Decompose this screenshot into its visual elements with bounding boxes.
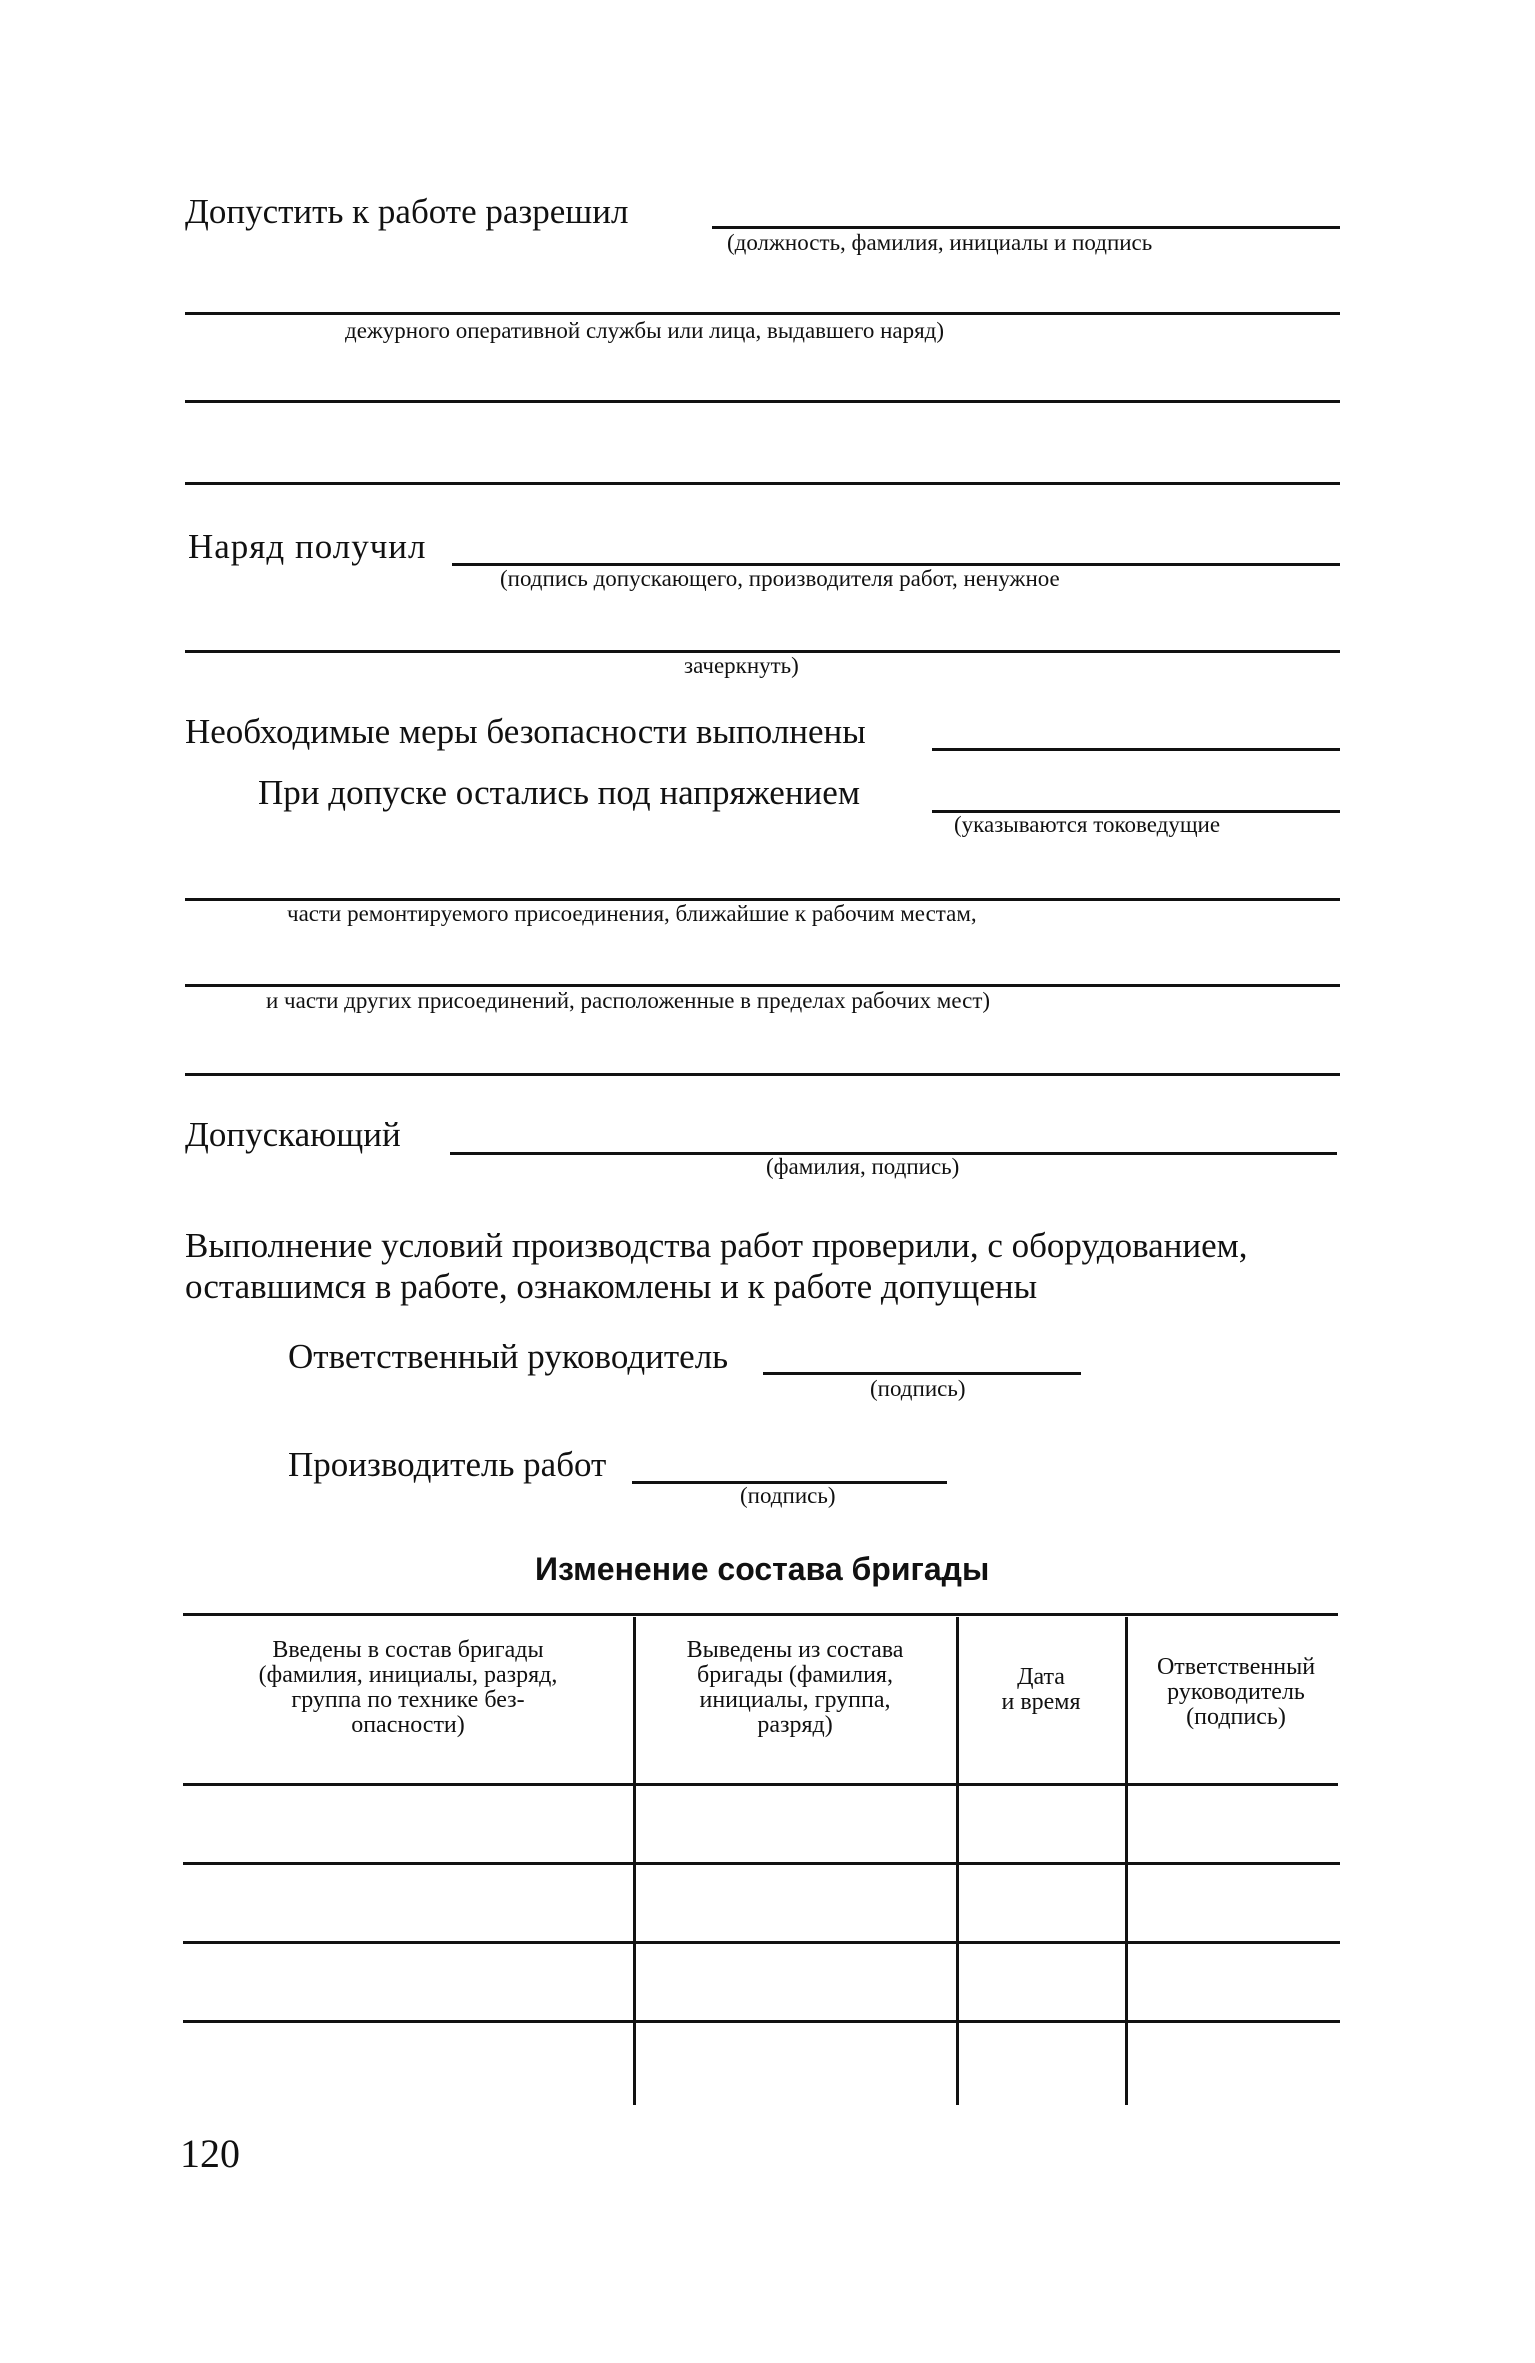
admitter-caption: (фамилия, подпись) <box>766 1154 960 1179</box>
header-added-members: Введены в состав бригады (фамилия, инициалы, разряд, группа по технике без- опасности) <box>258 1637 558 1738</box>
check-line-2: оставшимся в работе, ознакомлены и к работе допущены <box>185 1267 1038 1306</box>
admit-signature-line[interactable] <box>712 226 1340 229</box>
responsible-line[interactable] <box>763 1372 1081 1375</box>
page-number: 120 <box>180 2131 240 2176</box>
safety-line[interactable] <box>932 748 1340 751</box>
header-date-time: Дата и время <box>1001 1664 1081 1715</box>
admit-line-3[interactable] <box>185 400 1340 403</box>
producer-caption: (подпись) <box>740 1483 836 1508</box>
header-removed-members: Выведены из состава бригады (фамилия, инициалы, группа, разряд) <box>686 1637 904 1738</box>
voltage-caption-3: и части других присоединений, расположенные в пределах рабочих мест) <box>266 988 991 1013</box>
admit-label: Допустить к работе разрешил <box>185 192 629 231</box>
table-column-divider <box>1125 1617 1128 2105</box>
safety-label: Необходимые меры безопасности выполнены <box>185 712 866 751</box>
producer-label: Производитель работ <box>288 1445 607 1484</box>
table-row-rule <box>183 2020 1340 2023</box>
admit-caption-2: дежурного оперативной службы или лица, выдавшего наряд) <box>345 318 945 343</box>
header-responsible: Ответственный руководитель (подпись) <box>1156 1654 1316 1730</box>
table-column-divider <box>956 1617 959 2105</box>
responsible-caption: (подпись) <box>870 1376 966 1401</box>
voltage-line-3[interactable] <box>185 984 1340 987</box>
table-row-rule <box>183 1941 1340 1944</box>
responsible-label: Ответственный руководитель <box>288 1337 729 1376</box>
order-caption-2: зачеркнуть) <box>684 653 799 678</box>
table-header-rule <box>183 1783 1338 1786</box>
voltage-label: При допуске остались под напряжением <box>258 773 860 812</box>
table-row-rule <box>183 1862 1340 1865</box>
admit-caption-1: (должность, фамилия, инициалы и подпись <box>727 230 1153 255</box>
table-top-rule <box>183 1613 1338 1616</box>
check-paragraph <box>185 1225 1345 1307</box>
order-caption-1: (подпись допускающего, производителя работ, ненужное <box>500 566 1060 591</box>
admit-line-4[interactable] <box>185 482 1340 485</box>
voltage-caption-2: части ремонтируемого присоединения, ближайшие к рабочим местам, <box>287 901 977 926</box>
check-line-1: Выполнение условий производства работ проверили, с оборудованием, <box>185 1226 1248 1265</box>
admit-line-2[interactable] <box>185 312 1340 315</box>
admitter-label: Допускающий <box>185 1115 401 1154</box>
voltage-line-4[interactable] <box>185 1073 1340 1076</box>
voltage-caption-1: (указываются токоведущие <box>954 812 1221 837</box>
order-label: Наряд получил <box>188 527 427 566</box>
table-column-divider <box>633 1617 636 2105</box>
team-table-title: Изменение состава бригады <box>535 1551 990 1587</box>
